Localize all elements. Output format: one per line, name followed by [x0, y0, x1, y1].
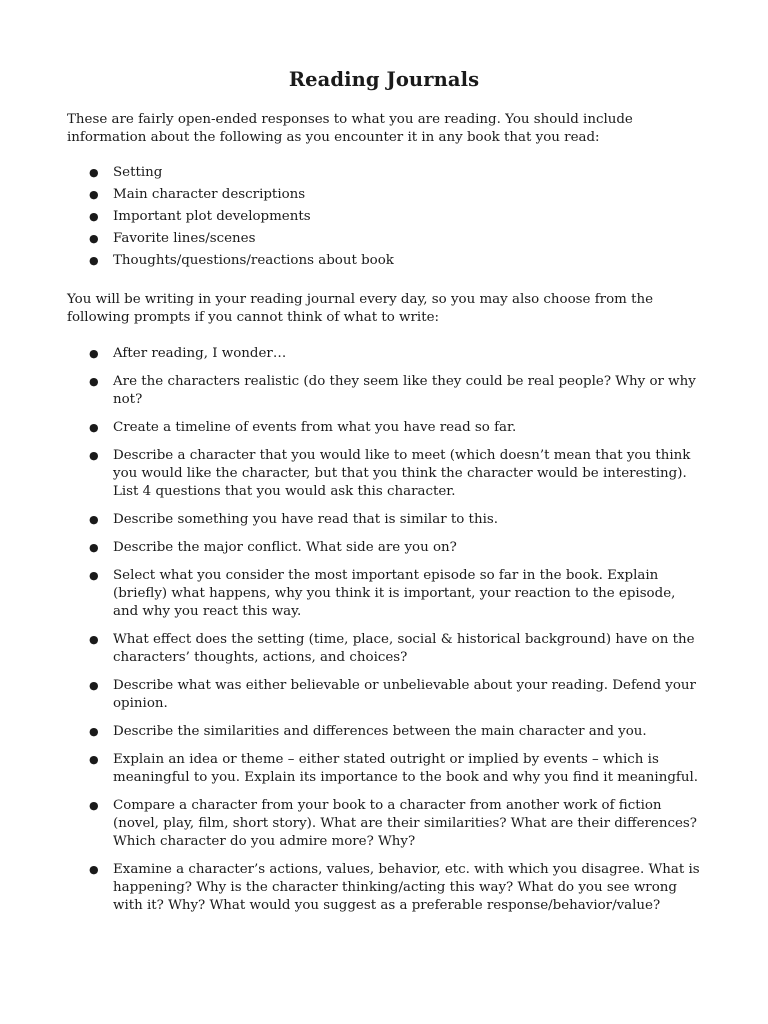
bullet-icon: ● — [89, 347, 99, 360]
bullet-icon: ● — [89, 799, 99, 812]
list-item: ● Examine a character’s actions, values, behavior, etc. with which you disagree. What is happening? Why is the character thinking/acting this way? What do you see wrong with it? Why? What would you suggest as a preferable response/behavior/value? — [89, 862, 700, 913]
bullet-icon: ● — [89, 254, 99, 267]
prompts-list — [67, 345, 707, 925]
list-item: ● Describe something you have read that is similar to this. — [89, 512, 498, 527]
bullet-icon: ● — [89, 449, 99, 462]
prompts-intro-paragraph: You will be writing in your reading journal every day, so you may also choose from the following prompts if you cannot think of what to write: — [67, 292, 654, 325]
list-item: ● Compare a character from your book to a character from another work of fiction (novel, play, film, short story). What are their similarities? What are their differences? Which character do you admire more? Why? — [89, 798, 697, 849]
bullet-icon: ● — [89, 210, 99, 223]
bullet-icon: ● — [89, 513, 99, 526]
list-item: ● Are the characters realistic (do they seem like they could be real people? Why or why not? — [89, 374, 696, 407]
bullet-icon: ● — [89, 753, 99, 766]
list-item: ● Describe the major conflict. What side are you on? — [89, 540, 457, 555]
bullet-icon: ● — [89, 188, 99, 201]
list-item: ● Describe what was either believable or unbelievable about your reading. Defend your opinion. — [89, 678, 696, 711]
list-item: ● Select what you consider the most important episode so far in the book. Explain (briefly) what happens, why you think it is important, your reaction to the episode, and why you react this way. — [89, 568, 676, 619]
list-item: ● Important plot developments — [89, 209, 311, 224]
intro-paragraph: These are fairly open-ended responses to what you are reading. You should include information about the following as you encounter it in any book that you read: — [67, 112, 633, 145]
page-title: Reading Journals — [288, 68, 480, 91]
bullet-icon: ● — [89, 725, 99, 738]
bullet-icon: ● — [89, 421, 99, 434]
list-item: ● What effect does the setting (time, place, social & historical background) have on the characters’ thoughts, actions, and choices? — [89, 632, 695, 665]
bullet-icon: ● — [89, 569, 99, 582]
list-item: ● Setting — [89, 165, 163, 180]
list-item: ● Favorite lines/scenes — [89, 231, 256, 246]
bullet-icon: ● — [89, 863, 99, 876]
list-item: ● Main character descriptions — [89, 187, 306, 202]
list-item: ● Create a timeline of events from what you have read so far. — [89, 420, 517, 435]
bullet-icon: ● — [89, 166, 99, 179]
list-item: ● Thoughts/questions/reactions about book — [89, 253, 394, 268]
bullet-icon: ● — [89, 232, 99, 245]
list-item: ● Explain an idea or theme – either stated outright or implied by events – which is meaningful to you. Explain its importance to the book and why you find it meaningful. — [89, 752, 699, 785]
list-item: ● Describe a character that you would like to meet (which doesn’t mean that you think you would like the character, but that you think the character would be interesting). List 4 questions that you would ask this character. — [89, 448, 691, 499]
bullet-icon: ● — [89, 633, 99, 646]
bullet-icon: ● — [89, 375, 99, 388]
list-item: ● Describe the similarities and differences between the main character and you. — [89, 724, 647, 739]
bullet-icon: ● — [89, 541, 99, 554]
bullet-icon: ● — [89, 679, 99, 692]
topics-list — [67, 164, 707, 274]
list-item: ● After reading, I wonder… — [89, 346, 287, 361]
